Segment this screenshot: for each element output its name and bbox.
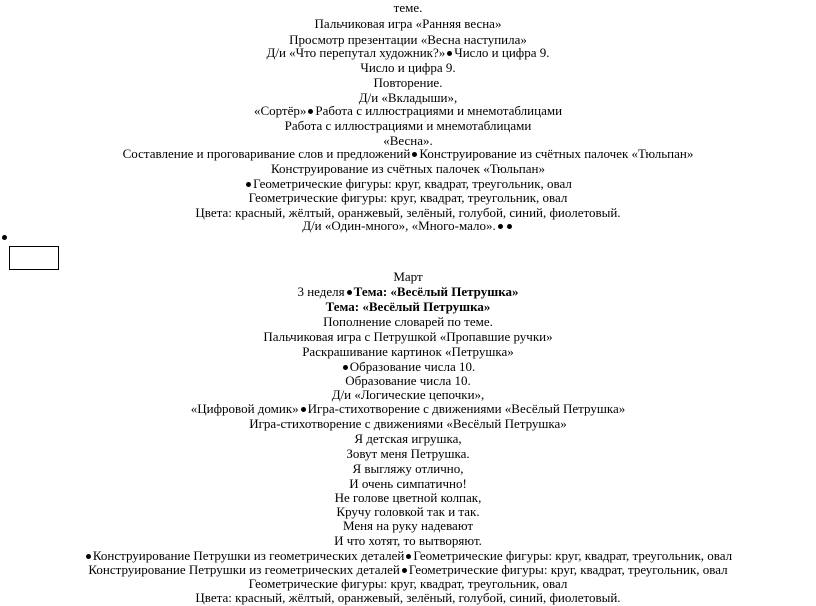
text-line: И что хотят, то вытворяют. [334,533,482,548]
text-line: «Весна». [383,133,433,148]
bullet-icon [308,109,313,114]
text-line: Повторение. [373,75,443,90]
text-line: Не голове цветной колпак, [334,490,482,505]
text-line: Пальчиковая игра с Петрушкой «Пропавшие ручки» [263,329,553,344]
text-line: Я детская игрушка, [354,431,462,446]
text-line: 3 неделя Тема: «Весёлый Петрушка» [297,284,519,299]
text-line: Работа с иллюстрациями и мнемотаблицами [284,118,532,133]
text-line: Пальчиковая игра «Ранняя весна» [314,16,502,31]
text-line: Д/и «Вкладыши», [358,90,458,105]
text-line: Конструирование Петрушки из геометрических деталей Геометрические фигуры: круг, квадрат, треугольник, овал [0,548,816,564]
text-line: Д/и «Один-много», «Много-мало». [0,218,816,234]
bullet-icon [402,568,407,573]
text-line: Геометрические фигуры: круг, квадрат, треугольник, овал [248,576,568,591]
bullet-icon [412,152,417,157]
text-line: Образование числа 10. [0,359,816,375]
text-line: Конструирование из счётных палочек «Тюльпан» [271,161,545,176]
text-line: Д/и «Что перепутал художник?» Число и цифра 9. [266,45,550,60]
text-line: Тема: «Весёлый Петрушка» [325,299,491,314]
bullet-icon [2,235,7,240]
empty-frame [9,246,59,270]
text-line: Образование числа 10. [345,373,471,388]
text-line: Раскрашивание картинок «Петрушка» [302,344,514,359]
text-line: Цвета: красный, жёлтый, оранжевый, зелёный, голубой, синий, фиолетовый. [195,590,621,605]
bullet-icon [447,51,452,56]
text-line: Составление и проговаривание слов и предложений Конструирование из счётных палочек «Тюльпан» [122,146,694,161]
bullet-icon [246,182,251,187]
bullet-icon [301,407,306,412]
text-line: «Цифровой домик» Игра-стихотворение с движениями «Весёлый Петрушка» [190,401,626,416]
text-line: Меня на руку надевают [342,518,474,533]
text-line: Число и цифра 9. [360,60,456,75]
bullet-icon [347,290,352,295]
text-line: Д/и «Логические цепочки», [331,387,485,402]
text-line: И очень симпатично! [349,476,467,491]
text-line: Март [393,269,423,284]
text-line: теме. [393,0,423,15]
bullet-icon [406,554,411,559]
text-line: Геометрические фигуры: круг, квадрат, треугольник, овал [248,190,568,205]
bullet-icon [507,224,512,229]
text-line: Цвета: красный, жёлтый, оранжевый, зелёный, голубой, синий, фиолетовый. [195,205,621,220]
text-line: Я выгляжу отлично, [352,461,464,476]
text-line: Кручу головкой так и так. [336,504,480,519]
text-line: Просмотр презентации «Весна наступила» [289,32,527,47]
text-line: Игра-стихотворение с движениями «Весёлый Петрушка» [249,416,567,431]
text-line: «Сортёр» Работа с иллюстрациями и мнемотаблицами [253,103,563,118]
bullet-icon [343,365,348,370]
text-line: Геометрические фигуры: круг, квадрат, треугольник, овал [0,176,816,192]
text-line: Пополнение словарей по теме. [323,314,493,329]
bullet-icon [498,224,503,229]
text-line: Конструирование Петрушки из геометрических деталей Геометрические фигуры: круг, квадрат, треугольник, овал [88,562,728,577]
text-line: Зовут меня Петрушка. [346,446,470,461]
bullet-icon [86,554,91,559]
